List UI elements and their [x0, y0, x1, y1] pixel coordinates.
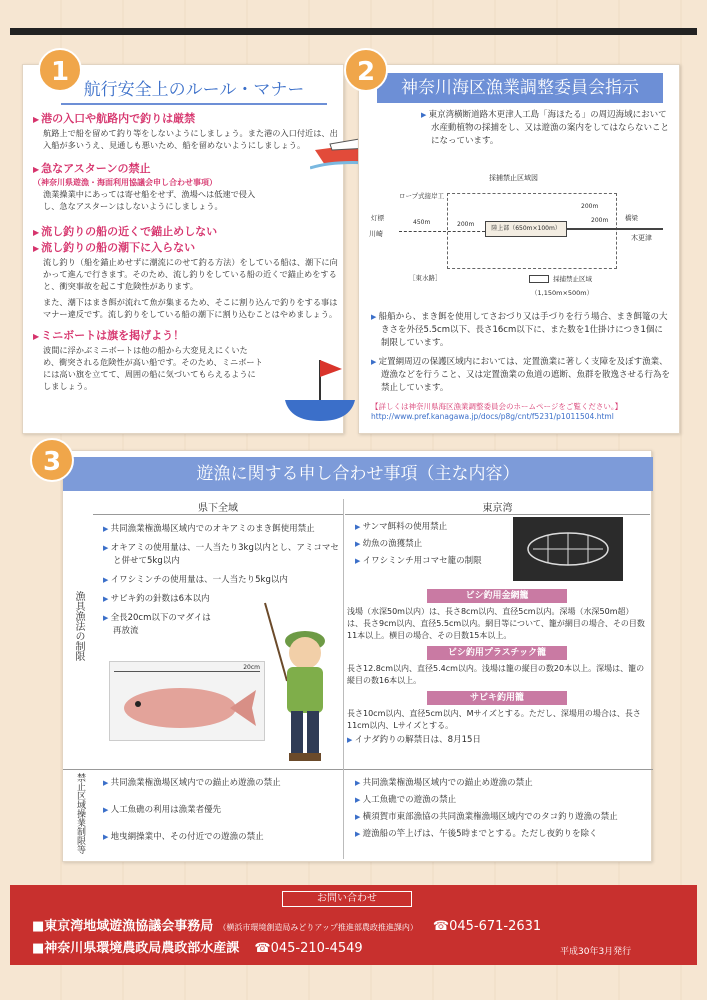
- section1-title: 航行安全上のルール・マナー: [61, 75, 327, 105]
- map-200c-label: 200m: [591, 217, 609, 224]
- map-kisarazu-label: 木更津: [631, 234, 652, 242]
- tokyo2-item: ▶ 横須賀市東部漁協の共同漁業権漁場区域内でのタコ釣り遊漁の禁止: [355, 811, 645, 824]
- pill-bishi-plastic: ビシ釣用プラスチック籠: [427, 646, 567, 660]
- sec2-url-link[interactable]: http://www.pref.kanagawa.jp/docs/p8g/cnt/f5231/p1011504.html: [371, 412, 614, 421]
- row2-label: 禁止区域操業制限等: [75, 773, 85, 854]
- row-divider: [63, 769, 653, 770]
- fish-ruler: 20cm: [114, 664, 260, 672]
- map-scale-label: （1,150m×500m）: [531, 289, 594, 297]
- contact-org1-sub: （横浜市環境創造局みどりアップ推進部農政推進課内）: [218, 923, 418, 932]
- fisherman-illustration: [259, 601, 343, 769]
- map-title: 採捕禁止区域図: [489, 174, 538, 182]
- tokyo-text4: ▶ イナダ釣りの解禁日は、8月15日: [347, 734, 647, 747]
- map-450-label: 450m: [413, 219, 431, 226]
- map-tunnel-label: ［東水路］: [409, 274, 442, 282]
- map-bridge-line: [567, 228, 663, 230]
- ken-item: ▶ オキアミの使用量は、一人当たり3kg以内とし、アミコマセと併せて5kg以内: [103, 542, 339, 568]
- sec2-bullet3: ▶ 定置網周辺の保護区域内においては、定置漁業に著しく支障を及ぼす漁業、遊漁などを行うこと、又は定置漁業の魚道の遮断、魚群を散逸させる行為を禁止しています。: [371, 356, 671, 395]
- map-bridge-label: 橋梁: [625, 214, 638, 222]
- fish-photo: [109, 661, 265, 741]
- contact-title: お問い合わせ: [282, 891, 412, 907]
- tokyo-text2: 長さ12.8cm以内、直径5.4cm以内。浅場は籠の縦目の数20本以上。深場は、籠の縦目の数16本以上。: [347, 664, 645, 685]
- map-rope-label: ロープ式接岸工: [399, 192, 445, 200]
- contact-tel2[interactable]: ☎045-210-4549: [254, 941, 363, 956]
- tokyo2-item: ▶ 人工魚礁での遊漁の禁止: [355, 794, 645, 807]
- col-header-tokyo: 東京湾: [345, 499, 650, 515]
- col-divider: [343, 499, 344, 859]
- tokyo-text3: 長さ10cm以内、直径5cm以内、Mサイズとする。ただし、深場用の場合は、長さ11cm以内、Lサイズとする。: [347, 709, 641, 730]
- tokyo-item: ▶ サンマ餌料の使用禁止: [355, 521, 645, 534]
- mini-boat-illustration: [280, 355, 360, 425]
- map-light-label: 灯標: [371, 214, 384, 222]
- fishing-ban-map: [369, 173, 669, 301]
- section3-card: [62, 450, 652, 862]
- sec2-link-note: 【詳しくは神奈川県海区漁業調整委員会のホームページをご覧ください。】: [371, 402, 623, 411]
- rule2-heading: ▶ 急なアスターンの禁止: [33, 161, 339, 177]
- map-tunnel-line: [399, 231, 485, 232]
- sec2-bullet2: ▶ 船船から、まき餌を使用してさおづり又は手づりを行う場合、まき餌篭の大きさを外径5.5cm以下、長さ16cm以下に、また数を1仕掛けにつき1個に制限しています。: [371, 311, 671, 350]
- basket-photo: [513, 517, 623, 581]
- rule3-heading-a: ▶ 流し釣りの船の近くで錨止めしない: [33, 224, 339, 240]
- ken-item: ▶ イワシミンチの使用量は、一人当たり5kg以内: [103, 574, 339, 587]
- map-island: 陸上部（650m×100m）: [485, 221, 567, 237]
- section3-title: 遊漁に関する申し合わせ事項（主な内容）: [63, 457, 653, 491]
- rule3-text-a: 流し釣り（船を錨止めせずに潮流にのせて釣る方法）をしている船は、潮下に向かって進んで行きます。そのため、流し釣りをしている船の近くで錨止めをすると、衝突事故を起こす危険性があります。: [43, 257, 338, 291]
- pill-bishi-net: ビシ釣用金網籠: [427, 589, 567, 603]
- map-200a-label: 200m: [457, 221, 475, 228]
- pill-sabiki: サビキ釣用籠: [427, 691, 567, 705]
- tokyo2-item: ▶ 共同漁業権漁場区域内での錨止め遊漁の禁止: [355, 777, 645, 790]
- row1-label: 漁具漁法の制限: [73, 591, 84, 661]
- rule4-text: 波間に浮かぶミニボートは他の船から大変見えにくいため、衝突される危険性が高い船です。そのため、ミニボートには高い旗を立てて、周囲の船に気づいてもらえるようにしましょう。: [43, 345, 263, 391]
- rule1-heading: ▶ 港の入口や航路内で釣りは厳禁: [33, 111, 339, 127]
- map-legend-label: 採捕禁止区域: [553, 275, 592, 283]
- section2-title: 神奈川海区漁業調整委員会指示: [377, 73, 663, 103]
- ken2-item: ▶ 地曳網操業中、その付近での遊漁の禁止: [103, 831, 339, 844]
- rule3-text-b: また、潮下はまき餌が流れて魚が集まるため、そこに割り込んで釣りをする事はマナー違反です。流し釣りをしている船の潮下に割り込むことはやめましょう。: [43, 297, 338, 319]
- section1-number: 1: [38, 48, 82, 92]
- contact-org1: ■東京湾地域遊漁協議会事務局: [32, 919, 214, 934]
- top-border: [10, 28, 697, 35]
- tokyo-item: ▶ 幼魚の漁獲禁止: [355, 538, 645, 551]
- tokyo-text1: 浅場（水深50m以内）は、長さ8cm以内、直径5cm以内。深場（水深50m超）は、長さ9cm以内、直径5.5cm以内。網目等について、籠が網目の場合、その目数11本以上。横目の場合、その目数15本以上。: [347, 607, 645, 640]
- rule1-text: 航路上で船を留めて釣り等をしないようにしましょう。また港の入口付近は、出入船が多いうえ、見通しも悪いため、船を留めないようにしましょう。: [43, 128, 338, 150]
- tokyo2-item: ▶ 遊漁船の竿上げは、午後5時までとする。ただし夜釣りを除く: [355, 828, 645, 841]
- section2-card: [358, 64, 680, 434]
- rule2-text: 漁業操業中にあっては寄せ船をせず、漁場へは低速で侵入し、急なアスターンはしないようにしましょう。: [43, 189, 256, 211]
- sec2-bullet1: ▶ 東京湾横断道路木更津人工島「海ほたる」の周辺海域において水産動植物の採捕をし、又は遊漁の案内をしてはならないことになっています。: [371, 109, 671, 148]
- rule4-heading: ▶ ミニボートは旗を掲げよう！: [33, 328, 339, 344]
- section3-number: 3: [30, 438, 74, 482]
- fish-icon: [118, 680, 258, 736]
- ken-item: ▶ 全長20cm以下のマダイは再放流: [103, 612, 213, 638]
- map-kawasaki-label: 川崎: [369, 230, 383, 238]
- issue-date: 平成30年3月発行: [560, 947, 632, 957]
- rule3-heading-b: ▶ 流し釣りの船の潮下に入らない: [33, 240, 339, 256]
- map-legend-swatch: [529, 275, 549, 283]
- col-header-ken: 県下全域: [93, 499, 343, 515]
- contact-org2: ■神奈川県環境農政局農政部水産課: [32, 941, 240, 956]
- map-200b-label: 200m: [581, 203, 599, 210]
- ken-item: ▶ サビキ釣の針数は6本以内: [103, 593, 339, 606]
- rule2-sub: （神奈川県遊漁・海面利用協議会申し合わせ事項）: [33, 178, 217, 187]
- contact-tel1[interactable]: ☎045-671-2631: [432, 919, 542, 934]
- section2-number: 2: [344, 48, 388, 92]
- basket-icon: [513, 517, 623, 581]
- ken2-item: ▶ 共同漁業権漁場区域内での錨止め遊漁の禁止: [103, 777, 339, 790]
- ken2-item: ▶ 人工魚礁の利用は漁業者優先: [103, 804, 339, 817]
- tokyo-item: ▶ イワシミンチ用コマセ籠の制限: [355, 555, 645, 568]
- ken-item: ▶ 共同漁業権漁場区域内でのオキアミのまき餌使用禁止: [103, 523, 339, 536]
